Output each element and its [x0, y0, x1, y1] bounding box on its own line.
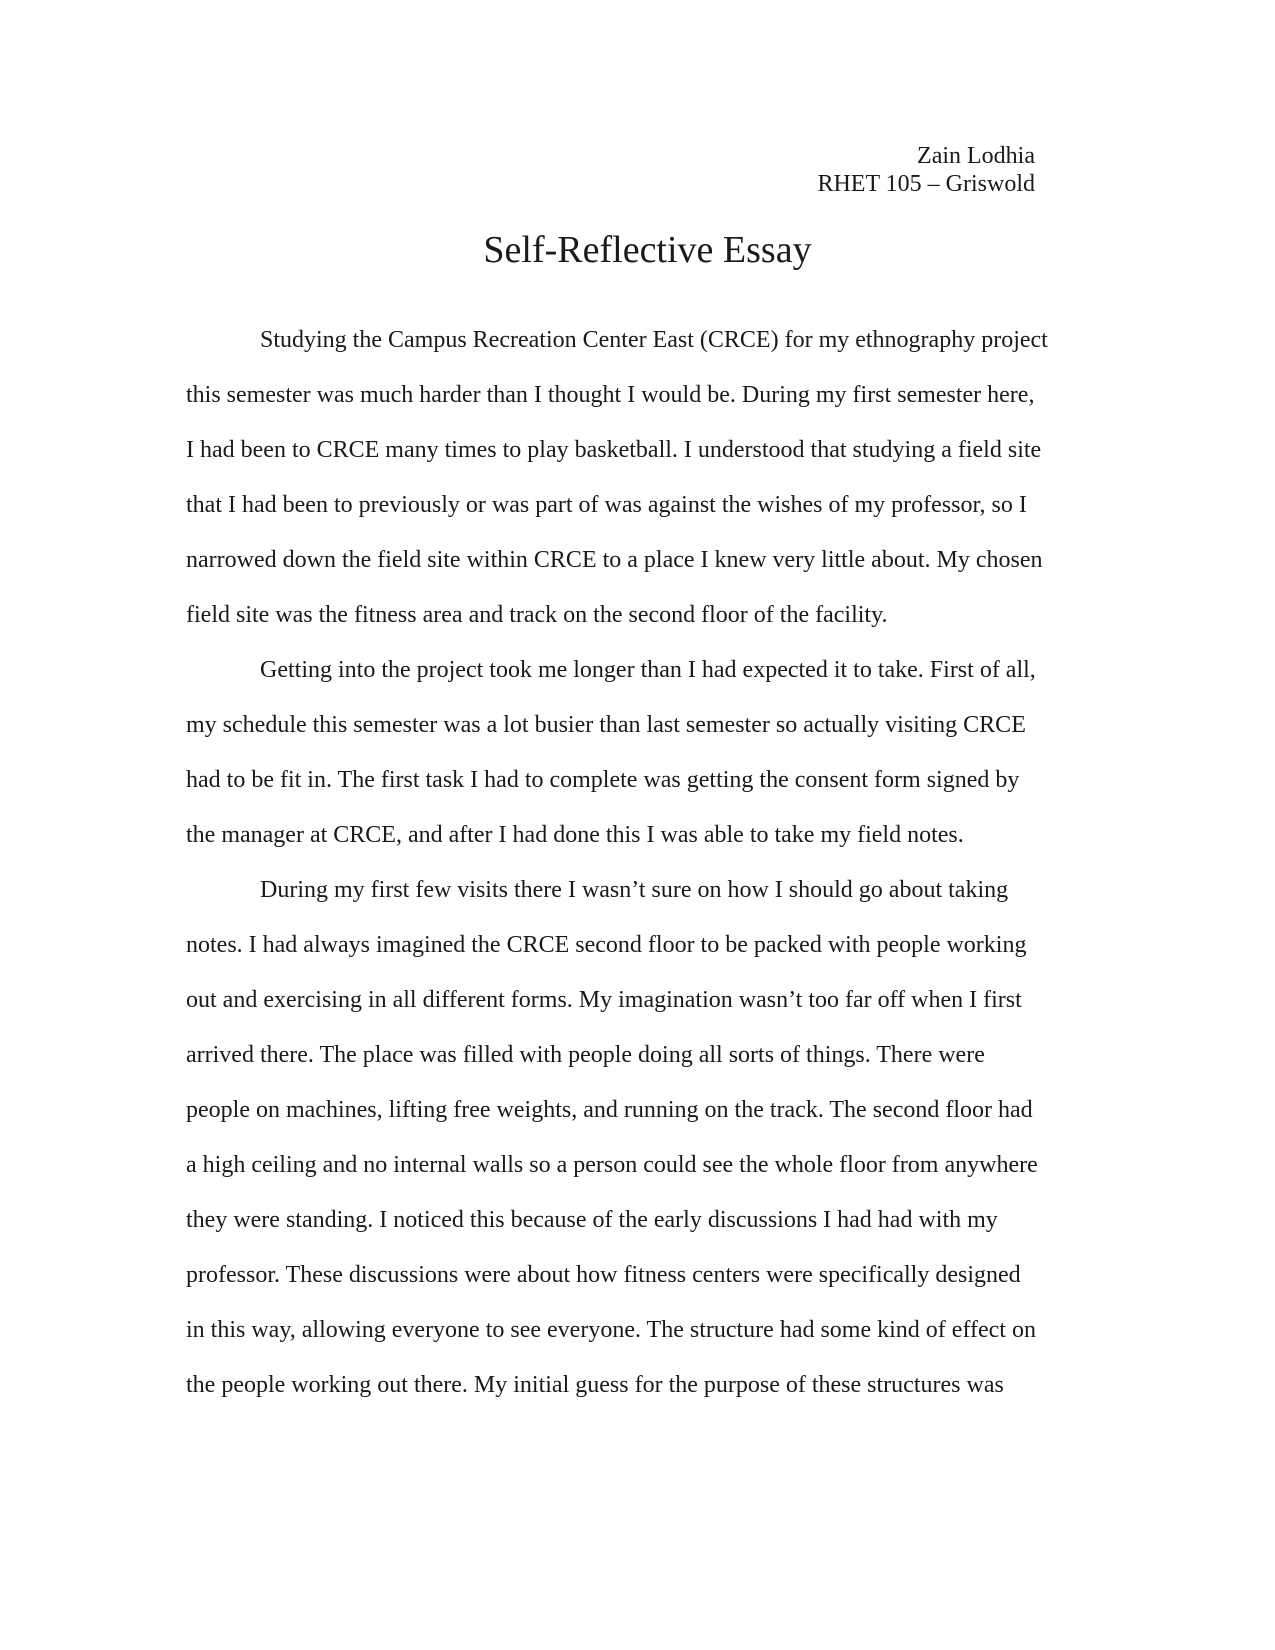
paragraph-line: I had been to CRCE many times to play basketball. I understood that studying a field site: [186, 437, 1042, 463]
essay-title: Self-Reflective Essay: [483, 229, 812, 271]
paragraph-line: Getting into the project took me longer than I had expected it to take. First of all,: [260, 657, 1036, 683]
paragraph-line: the manager at CRCE, and after I had done this I was able to take my field notes.: [186, 822, 964, 848]
paragraph-line: in this way, allowing everyone to see everyone. The structure had some kind of effect on: [186, 1317, 1036, 1343]
paragraph-line: had to be fit in. The first task I had to complete was getting the consent form signed by: [186, 767, 1020, 793]
paragraph-line: this semester was much harder than I thought I would be. During my first semester here,: [186, 382, 1035, 408]
paragraph-line: field site was the fitness area and track on the second floor of the facility.: [186, 602, 888, 628]
course-info: RHET 105 – Griswold: [817, 171, 1035, 197]
paragraph-line: During my first few visits there I wasn’t sure on how I should go about taking: [260, 877, 1009, 903]
paragraph-line: out and exercising in all different forms. My imagination wasn’t too far off when I first: [186, 987, 1022, 1013]
author-name: Zain Lodhia: [917, 143, 1035, 169]
paragraph-line: narrowed down the field site within CRCE to a place I knew very little about. My chosen: [186, 547, 1043, 573]
paragraph-line: the people working out there. My initial guess for the purpose of these structures was: [186, 1372, 1004, 1398]
paragraph-line: notes. I had always imagined the CRCE second floor to be packed with people working: [186, 932, 1027, 958]
paragraph-line: professor. These discussions were about how fitness centers were specifically designed: [186, 1262, 1021, 1288]
paragraph-line: people on machines, lifting free weights, and running on the track. The second floor had: [186, 1097, 1033, 1123]
paragraph-line: Studying the Campus Recreation Center East (CRCE) for my ethnography project: [260, 327, 1048, 353]
author-header: [817, 142, 1035, 198]
paragraph-line: a high ceiling and no internal walls so a person could see the whole floor from anywhere: [186, 1152, 1038, 1178]
paragraph-line: they were standing. I noticed this because of the early discussions I had had with my: [186, 1207, 998, 1233]
paragraph-line: that I had been to previously or was part of was against the wishes of my professor, so I: [186, 492, 1027, 518]
paragraph-line: arrived there. The place was filled with people doing all sorts of things. There were: [186, 1042, 985, 1068]
paragraph-line: my schedule this semester was a lot busier than last semester so actually visiting CRCE: [186, 712, 1026, 738]
